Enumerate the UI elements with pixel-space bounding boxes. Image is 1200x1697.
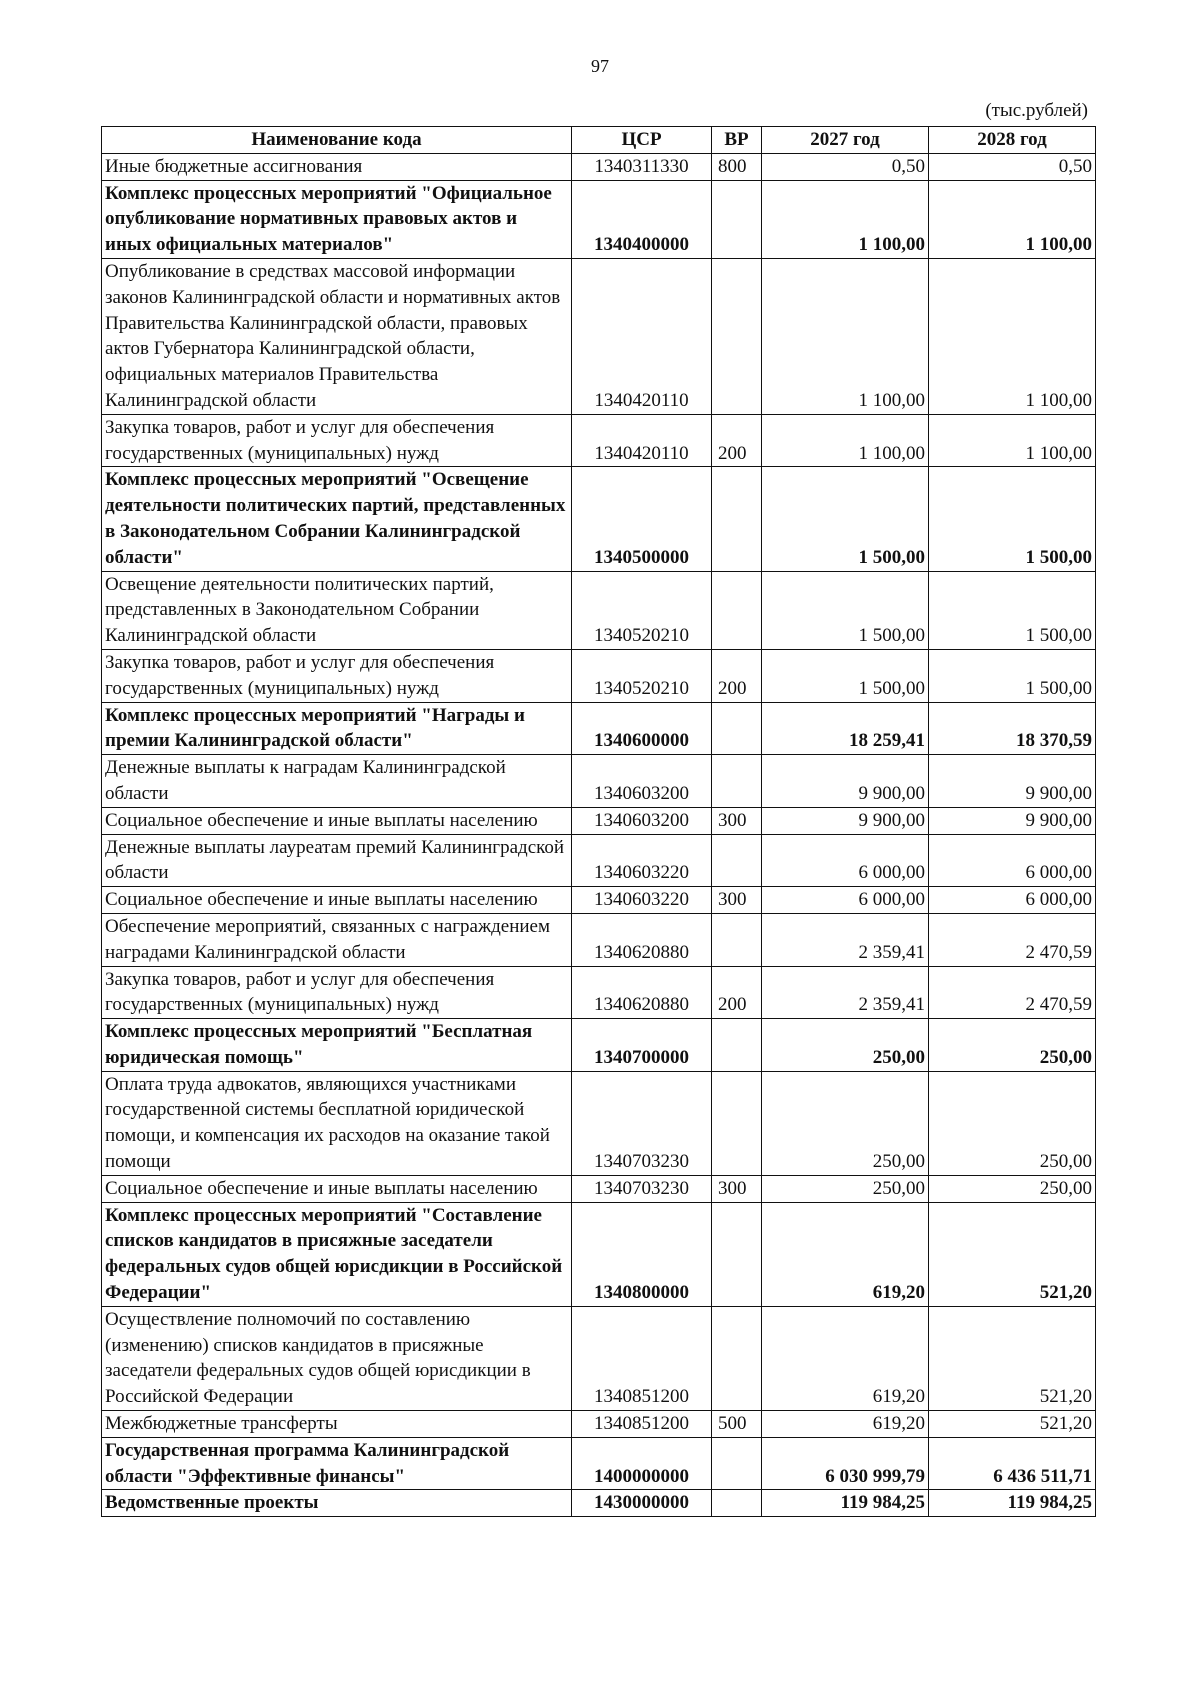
cell-2028: 18 370,59	[929, 702, 1096, 755]
cell-2027: 2 359,41	[762, 966, 929, 1019]
table-row	[102, 1306, 1096, 1410]
cell-vr	[712, 1202, 762, 1306]
cell-vr: 300	[712, 887, 762, 914]
cell-vr	[712, 467, 762, 571]
cell-csr: 1340520210	[572, 571, 712, 649]
cell-name: Осуществление полномочий по составлению (изменению) списков кандидатов в присяжные заседатели федеральных судов общей юрисдикции в Российской Федерации	[102, 1306, 572, 1410]
cell-vr: 300	[712, 807, 762, 834]
cell-2028: 521,20	[929, 1306, 1096, 1410]
table-row	[102, 1202, 1096, 1306]
table-row	[102, 649, 1096, 702]
cell-vr	[712, 913, 762, 966]
table-row	[102, 1071, 1096, 1175]
table-row	[102, 1019, 1096, 1072]
page-number: 97	[591, 56, 609, 76]
table-row	[102, 571, 1096, 649]
cell-name: Комплекс процессных мероприятий "Составление списков кандидатов в присяжные заседатели федеральных судов общей юрисдикции в Российской Федерации"	[102, 1202, 572, 1306]
cell-2027: 119 984,25	[762, 1490, 929, 1517]
cell-name: Комплекс процессных мероприятий "Освещение деятельности политических партий, представленных в Законодательном Собрании Калининградской области"	[102, 467, 572, 571]
cell-csr: 1340311330	[572, 153, 712, 180]
table-row	[102, 258, 1096, 414]
cell-csr: 1340500000	[572, 467, 712, 571]
cell-2028: 2 470,59	[929, 966, 1096, 1019]
cell-2027: 9 900,00	[762, 807, 929, 834]
table-row	[102, 966, 1096, 1019]
table-row	[102, 1175, 1096, 1202]
cell-vr	[712, 755, 762, 808]
cell-vr	[712, 180, 762, 258]
cell-2028: 250,00	[929, 1071, 1096, 1175]
cell-name: Социальное обеспечение и иные выплаты населению	[102, 1175, 572, 1202]
cell-2027: 1 100,00	[762, 258, 929, 414]
cell-csr: 1340851200	[572, 1306, 712, 1410]
table-header-row	[102, 127, 1096, 154]
cell-2027: 2 359,41	[762, 913, 929, 966]
header-2027: 2027 год	[762, 127, 929, 154]
cell-vr	[712, 571, 762, 649]
cell-name: Социальное обеспечение и иные выплаты населению	[102, 887, 572, 914]
cell-name: Оплата труда адвокатов, являющихся участниками государственной системы бесплатной юридической помощи, и компенсация их расходов на оказание такой помощи	[102, 1071, 572, 1175]
cell-csr: 1340420110	[572, 258, 712, 414]
cell-name: Закупка товаров, работ и услуг для обеспечения государственных (муниципальных) нужд	[102, 414, 572, 467]
cell-name: Межбюджетные трансферты	[102, 1411, 572, 1438]
cell-2028: 521,20	[929, 1202, 1096, 1306]
cell-vr: 800	[712, 153, 762, 180]
cell-csr: 1340620880	[572, 966, 712, 1019]
cell-vr	[712, 258, 762, 414]
cell-name: Ведомственные проекты	[102, 1490, 572, 1517]
cell-name: Закупка товаров, работ и услуг для обеспечения государственных (муниципальных) нужд	[102, 649, 572, 702]
cell-2027: 9 900,00	[762, 755, 929, 808]
cell-2027: 18 259,41	[762, 702, 929, 755]
cell-2027: 250,00	[762, 1019, 929, 1072]
table-row	[102, 755, 1096, 808]
cell-vr	[712, 1437, 762, 1490]
cell-vr	[712, 1019, 762, 1072]
cell-name: Государственная программа Калининградской области "Эффективные финансы"	[102, 1437, 572, 1490]
cell-2027: 619,20	[762, 1202, 929, 1306]
cell-csr: 1340603220	[572, 887, 712, 914]
cell-2028: 1 100,00	[929, 258, 1096, 414]
table-row	[102, 153, 1096, 180]
cell-2028: 6 000,00	[929, 887, 1096, 914]
table-row	[102, 913, 1096, 966]
cell-2027: 1 500,00	[762, 649, 929, 702]
cell-vr	[712, 1071, 762, 1175]
cell-2027: 619,20	[762, 1306, 929, 1410]
cell-name: Иные бюджетные ассигнования	[102, 153, 572, 180]
table-row	[102, 414, 1096, 467]
table-row	[102, 467, 1096, 571]
cell-2027: 619,20	[762, 1411, 929, 1438]
header-name: Наименование кода	[102, 127, 572, 154]
cell-2028: 6 436 511,71	[929, 1437, 1096, 1490]
cell-2028: 521,20	[929, 1411, 1096, 1438]
cell-2028: 6 000,00	[929, 834, 1096, 887]
cell-name: Комплекс процессных мероприятий "Официальное опубликование нормативных правовых актов и иных официальных материалов"	[102, 180, 572, 258]
cell-vr: 200	[712, 966, 762, 1019]
table-row	[102, 1437, 1096, 1490]
table-row	[102, 702, 1096, 755]
cell-2028: 250,00	[929, 1019, 1096, 1072]
cell-2028: 1 500,00	[929, 467, 1096, 571]
table-row	[102, 1490, 1096, 1517]
cell-vr: 200	[712, 649, 762, 702]
cell-2028: 250,00	[929, 1175, 1096, 1202]
cell-2027: 0,50	[762, 153, 929, 180]
cell-name: Освещение деятельности политических партий, представленных в Законодательном Собрании Калининградской области	[102, 571, 572, 649]
budget-table	[101, 126, 1096, 1517]
table-row	[102, 1411, 1096, 1438]
cell-csr: 1340800000	[572, 1202, 712, 1306]
cell-2028: 1 100,00	[929, 180, 1096, 258]
table-body	[102, 153, 1096, 1516]
cell-2027: 6 000,00	[762, 887, 929, 914]
cell-2028: 9 900,00	[929, 807, 1096, 834]
table-row	[102, 807, 1096, 834]
cell-csr: 1340400000	[572, 180, 712, 258]
cell-csr: 1340520210	[572, 649, 712, 702]
cell-2028: 2 470,59	[929, 913, 1096, 966]
cell-vr: 200	[712, 414, 762, 467]
cell-2028: 1 500,00	[929, 571, 1096, 649]
cell-2028: 119 984,25	[929, 1490, 1096, 1517]
cell-vr: 500	[712, 1411, 762, 1438]
cell-2027: 1 500,00	[762, 467, 929, 571]
cell-csr: 1340420110	[572, 414, 712, 467]
cell-2028: 0,50	[929, 153, 1096, 180]
cell-2027: 250,00	[762, 1071, 929, 1175]
cell-csr: 1340600000	[572, 702, 712, 755]
table-row	[102, 180, 1096, 258]
header-2028: 2028 год	[929, 127, 1096, 154]
cell-name: Обеспечение мероприятий, связанных с награждением наградами Калининградской области	[102, 913, 572, 966]
cell-vr	[712, 1490, 762, 1517]
header-vr: ВР	[712, 127, 762, 154]
table-row	[102, 834, 1096, 887]
cell-csr: 1400000000	[572, 1437, 712, 1490]
cell-csr: 1340703230	[572, 1071, 712, 1175]
cell-2027: 250,00	[762, 1175, 929, 1202]
cell-csr: 1340603200	[572, 807, 712, 834]
cell-csr: 1430000000	[572, 1490, 712, 1517]
cell-2027: 1 500,00	[762, 571, 929, 649]
cell-csr: 1340603220	[572, 834, 712, 887]
cell-name: Опубликование в средствах массовой информации законов Калининградской области и нормативных актов Правительства Калининградской области, правовых актов Губернатора Калининградской области, официальных материалов Правительства Калининградской области	[102, 258, 572, 414]
units-label: (тыс.рублей)	[985, 100, 1088, 121]
cell-2027: 1 100,00	[762, 414, 929, 467]
cell-2028: 1 100,00	[929, 414, 1096, 467]
header-csr: ЦСР	[572, 127, 712, 154]
cell-csr: 1340620880	[572, 913, 712, 966]
cell-csr: 1340700000	[572, 1019, 712, 1072]
cell-2027: 6 030 999,79	[762, 1437, 929, 1490]
cell-vr	[712, 834, 762, 887]
cell-2027: 6 000,00	[762, 834, 929, 887]
cell-name: Социальное обеспечение и иные выплаты населению	[102, 807, 572, 834]
cell-vr	[712, 702, 762, 755]
cell-vr	[712, 1306, 762, 1410]
table-row	[102, 887, 1096, 914]
cell-csr: 1340851200	[572, 1411, 712, 1438]
cell-name: Денежные выплаты лауреатам премий Калининградской области	[102, 834, 572, 887]
cell-csr: 1340703230	[572, 1175, 712, 1202]
cell-name: Комплекс процессных мероприятий "Бесплатная юридическая помощь"	[102, 1019, 572, 1072]
cell-2027: 1 100,00	[762, 180, 929, 258]
cell-name: Закупка товаров, работ и услуг для обеспечения государственных (муниципальных) нужд	[102, 966, 572, 1019]
cell-2028: 9 900,00	[929, 755, 1096, 808]
cell-name: Денежные выплаты к наградам Калининградской области	[102, 755, 572, 808]
cell-csr: 1340603200	[572, 755, 712, 808]
cell-vr: 300	[712, 1175, 762, 1202]
cell-name: Комплекс процессных мероприятий "Награды и премии Калининградской области"	[102, 702, 572, 755]
cell-2028: 1 500,00	[929, 649, 1096, 702]
